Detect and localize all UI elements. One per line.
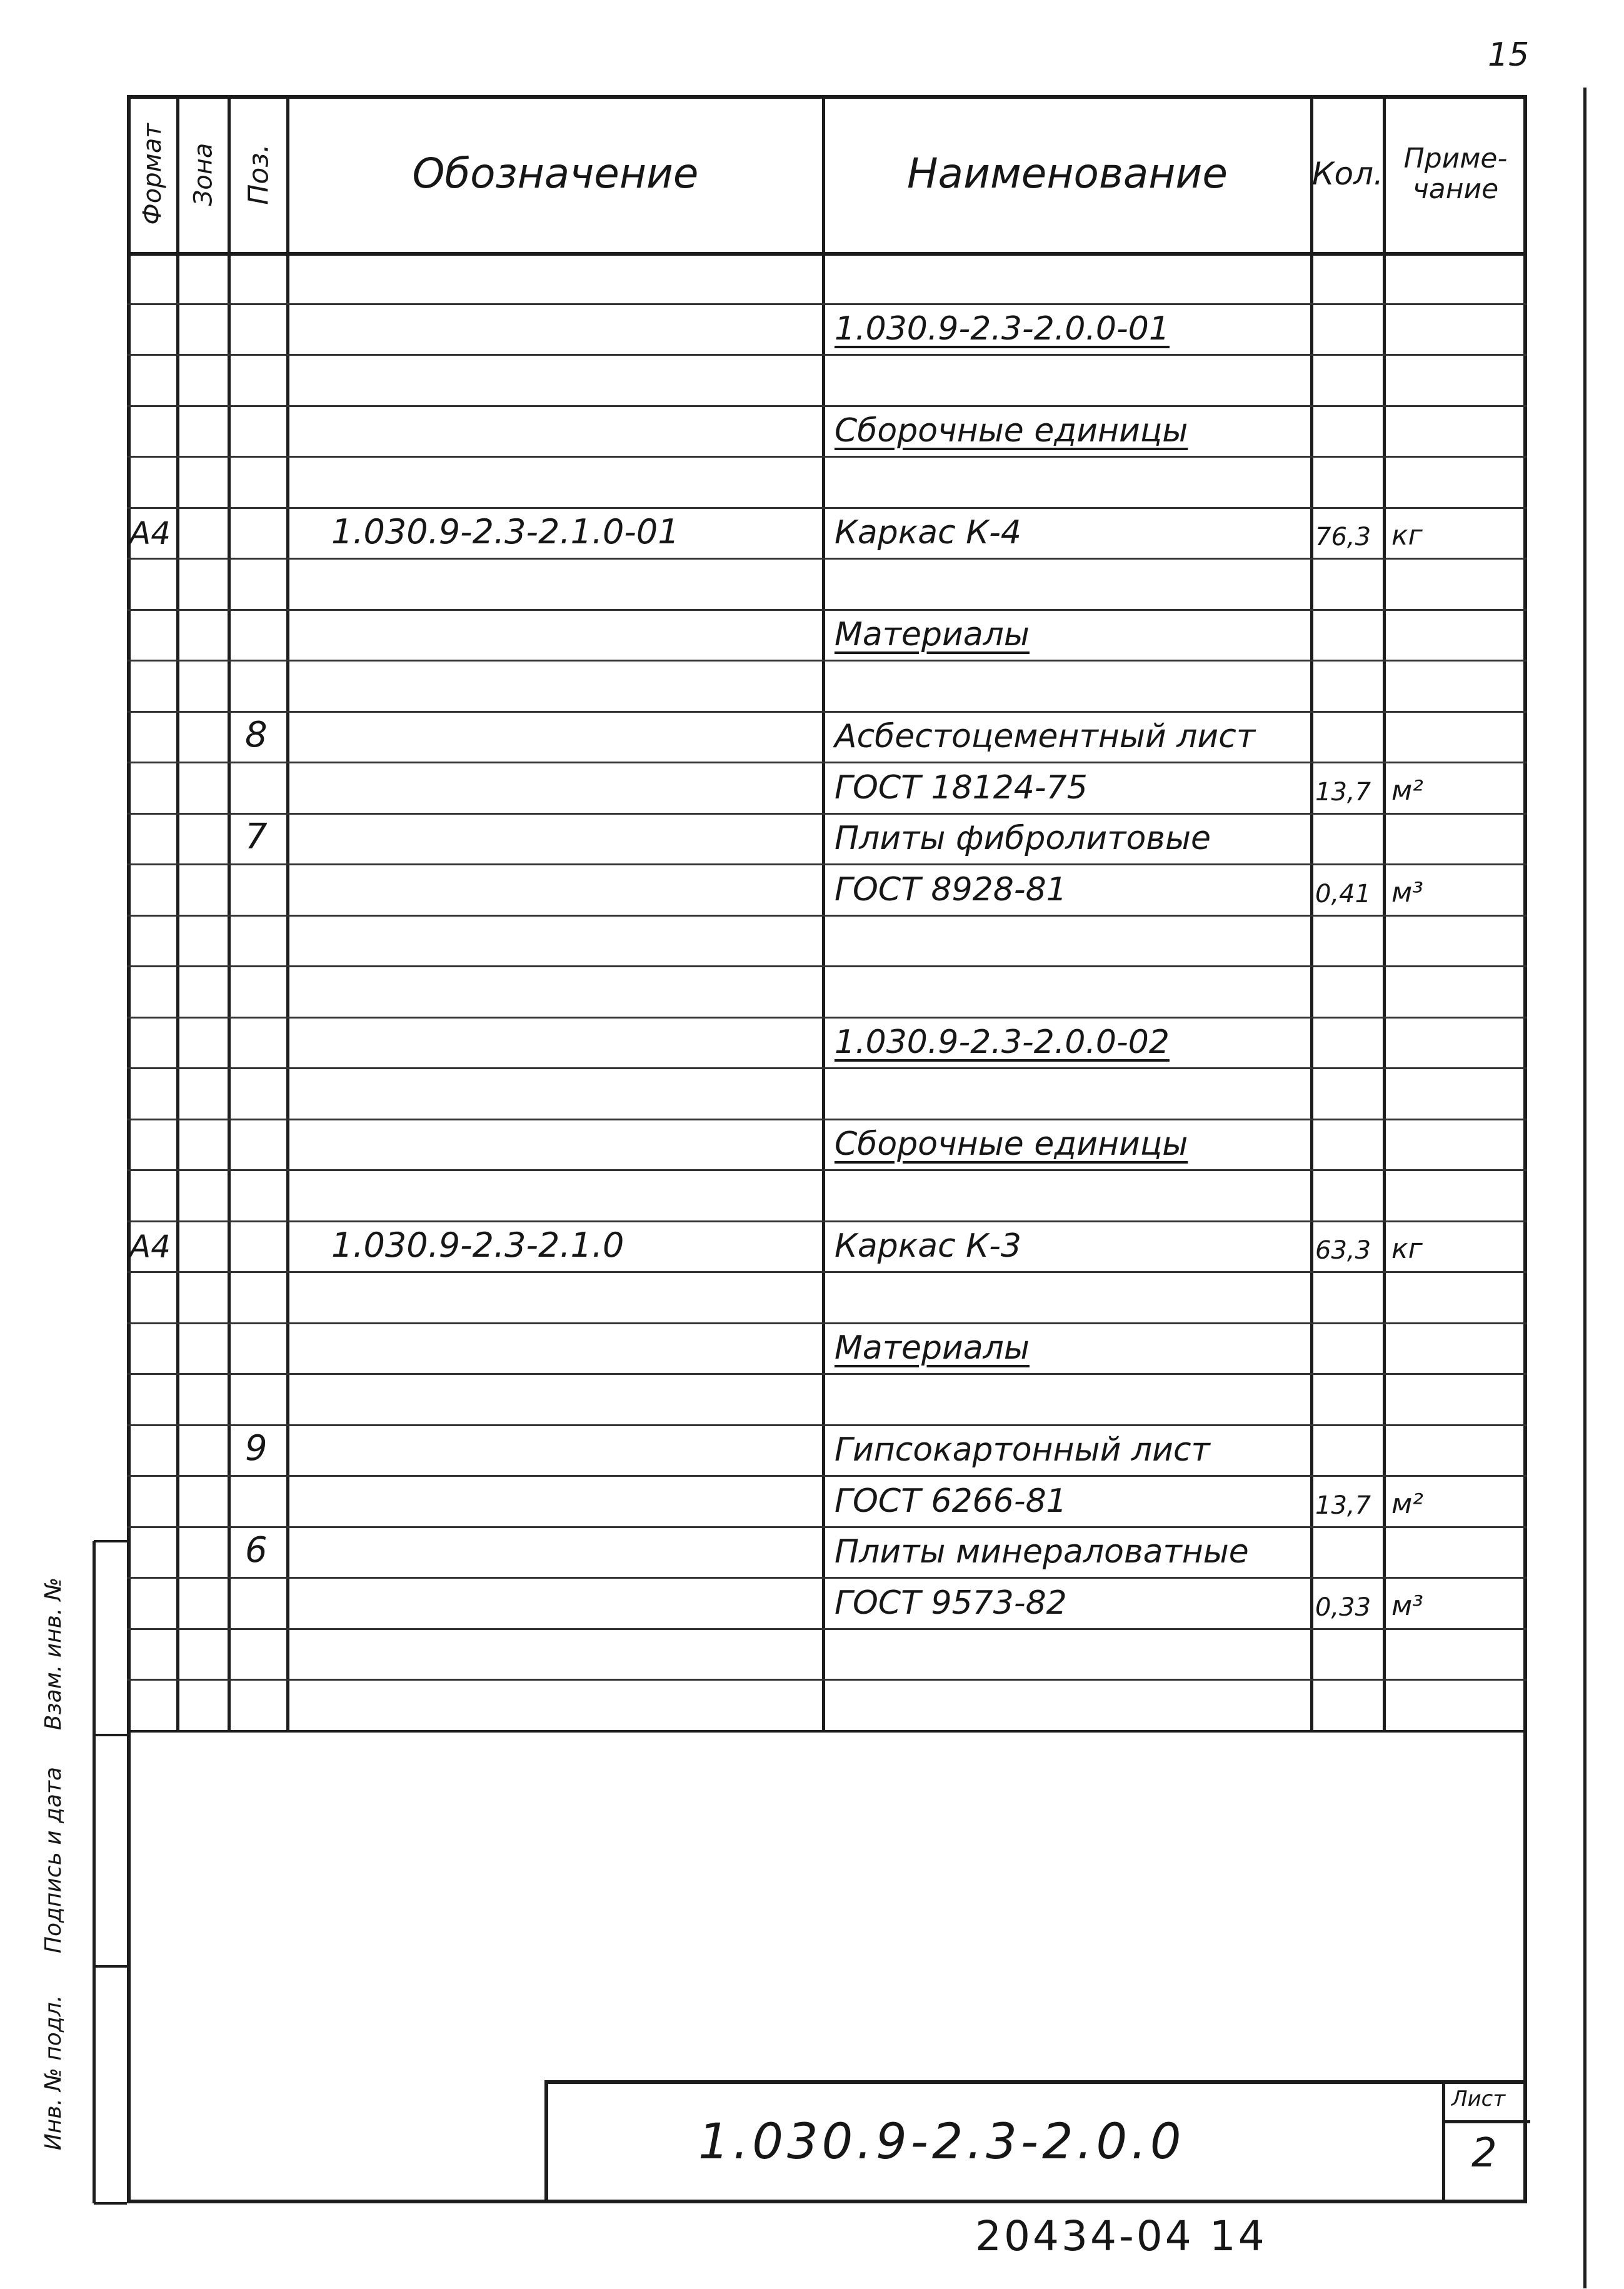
corner-mark xyxy=(1488,36,1544,80)
drawing-frame xyxy=(127,95,1527,2203)
cell-format: А4 xyxy=(129,515,171,551)
cell-qty: 0,33 xyxy=(1315,1592,1371,1622)
header-format: Формат xyxy=(138,123,167,225)
row-divider xyxy=(127,405,1527,407)
cell-name: ГОСТ 18124-75 xyxy=(835,768,1088,807)
cell-name: ГОСТ 8928-81 xyxy=(835,870,1067,908)
row-divider xyxy=(127,1169,1527,1171)
side-stamp-divider xyxy=(94,1734,127,1736)
sheet-number: 2 xyxy=(1471,2130,1497,2176)
header-pos: Поз. xyxy=(242,143,274,205)
cell-qty: 13,7 xyxy=(1315,777,1371,807)
cell-name: 1.030.9-2.3-2.0.0-02 xyxy=(835,1024,1170,1061)
cell-format: А4 xyxy=(129,1229,171,1265)
cell-name: ГОСТ 9573-82 xyxy=(835,1584,1067,1622)
row-divider xyxy=(127,354,1527,356)
cell-name: Материалы xyxy=(835,1329,1030,1367)
side-stamp-divider xyxy=(94,1965,127,1968)
row-divider xyxy=(127,915,1527,917)
row-divider xyxy=(127,609,1527,611)
side-stamp-divider xyxy=(94,1540,127,1542)
row-divider xyxy=(127,1373,1527,1375)
cell-name: Каркас К-4 xyxy=(835,514,1021,551)
row-divider xyxy=(127,1526,1527,1528)
cell-note: кг xyxy=(1391,1233,1423,1265)
cell-note: м³ xyxy=(1391,1589,1423,1622)
cell-designation: 1.030.9-2.3-2.1.0-01 xyxy=(331,512,679,551)
row-divider xyxy=(127,456,1527,458)
row-divider xyxy=(127,1119,1527,1120)
cell-name: Асбестоцементный лист xyxy=(835,718,1256,755)
header-designation: Обозначение xyxy=(412,149,699,198)
side-stamp-vzam-inv: Взам. инв. № xyxy=(40,1577,66,1731)
cell-qty: 76,3 xyxy=(1315,523,1371,551)
sheet-divider xyxy=(1445,2120,1530,2123)
column-divider xyxy=(228,95,231,1731)
cell-name: Каркас К-3 xyxy=(835,1227,1021,1265)
cell-name: Гипсокартонный лист xyxy=(835,1431,1210,1469)
title-block-doc-code: 1.030.9-2.3-2.0.0 xyxy=(698,2114,1185,2170)
cell-pos: 8 xyxy=(245,715,268,755)
cell-pos: 6 xyxy=(245,1530,268,1571)
side-stamp-inv-podl: Инв. № подл. xyxy=(40,1995,66,2151)
cell-name: Сборочные единицы xyxy=(835,1125,1188,1163)
cell-name: Сборочные единицы xyxy=(835,412,1188,450)
row-divider xyxy=(127,1424,1527,1426)
cell-qty: 13,7 xyxy=(1315,1491,1371,1520)
row-divider xyxy=(127,1628,1527,1630)
header-note: Приме- чание xyxy=(1403,143,1508,205)
sheet-cell xyxy=(1442,2084,1527,2203)
cell-qty: 0,41 xyxy=(1315,879,1371,908)
sheet-label: Лист xyxy=(1451,2086,1506,2111)
side-stamp-bottom xyxy=(94,2202,127,2205)
header-name: Наименование xyxy=(907,149,1228,198)
row-divider xyxy=(127,1017,1527,1019)
column-divider xyxy=(286,95,289,1731)
page-edge-line xyxy=(1583,88,1586,2288)
side-stamp-border xyxy=(93,1541,96,2203)
row-divider xyxy=(127,1271,1527,1273)
archive-number: 20434-04 14 xyxy=(975,2212,1267,2260)
row-divider xyxy=(127,813,1527,815)
cell-name: 1.030.9-2.3-2.0.0-01 xyxy=(835,310,1170,348)
title-block xyxy=(544,2080,1527,2203)
cell-name: Плиты фибролитовые xyxy=(835,820,1211,857)
cell-note: м² xyxy=(1391,774,1423,807)
cell-name: ГОСТ 6266-81 xyxy=(835,1482,1067,1520)
row-divider xyxy=(127,965,1527,967)
cell-name: Материалы xyxy=(835,616,1030,653)
row-divider xyxy=(127,303,1527,305)
cell-qty: 63,3 xyxy=(1315,1236,1371,1265)
row-divider xyxy=(127,711,1527,713)
corner-mark-text: 15 xyxy=(1488,36,1530,74)
row-divider xyxy=(127,1322,1527,1324)
header-qty: Кол. xyxy=(1312,156,1383,192)
row-divider xyxy=(127,558,1527,560)
row-divider xyxy=(127,1730,1527,1733)
cell-note: кг xyxy=(1391,520,1423,551)
column-divider xyxy=(176,95,179,1731)
row-divider xyxy=(127,660,1527,662)
cell-pos: 9 xyxy=(245,1428,268,1469)
cell-pos: 7 xyxy=(245,817,268,857)
row-divider xyxy=(127,1067,1527,1069)
cell-designation: 1.030.9-2.3-2.1.0 xyxy=(331,1225,624,1265)
row-divider xyxy=(127,1679,1527,1681)
cell-name: Плиты минераловатные xyxy=(835,1533,1249,1571)
column-divider xyxy=(822,95,825,1731)
cell-note: м³ xyxy=(1391,876,1423,908)
side-stamp-podpis-data: Подпись и дата xyxy=(40,1766,66,1954)
cell-note: м² xyxy=(1391,1487,1423,1520)
header-zone: Зона xyxy=(189,143,218,206)
